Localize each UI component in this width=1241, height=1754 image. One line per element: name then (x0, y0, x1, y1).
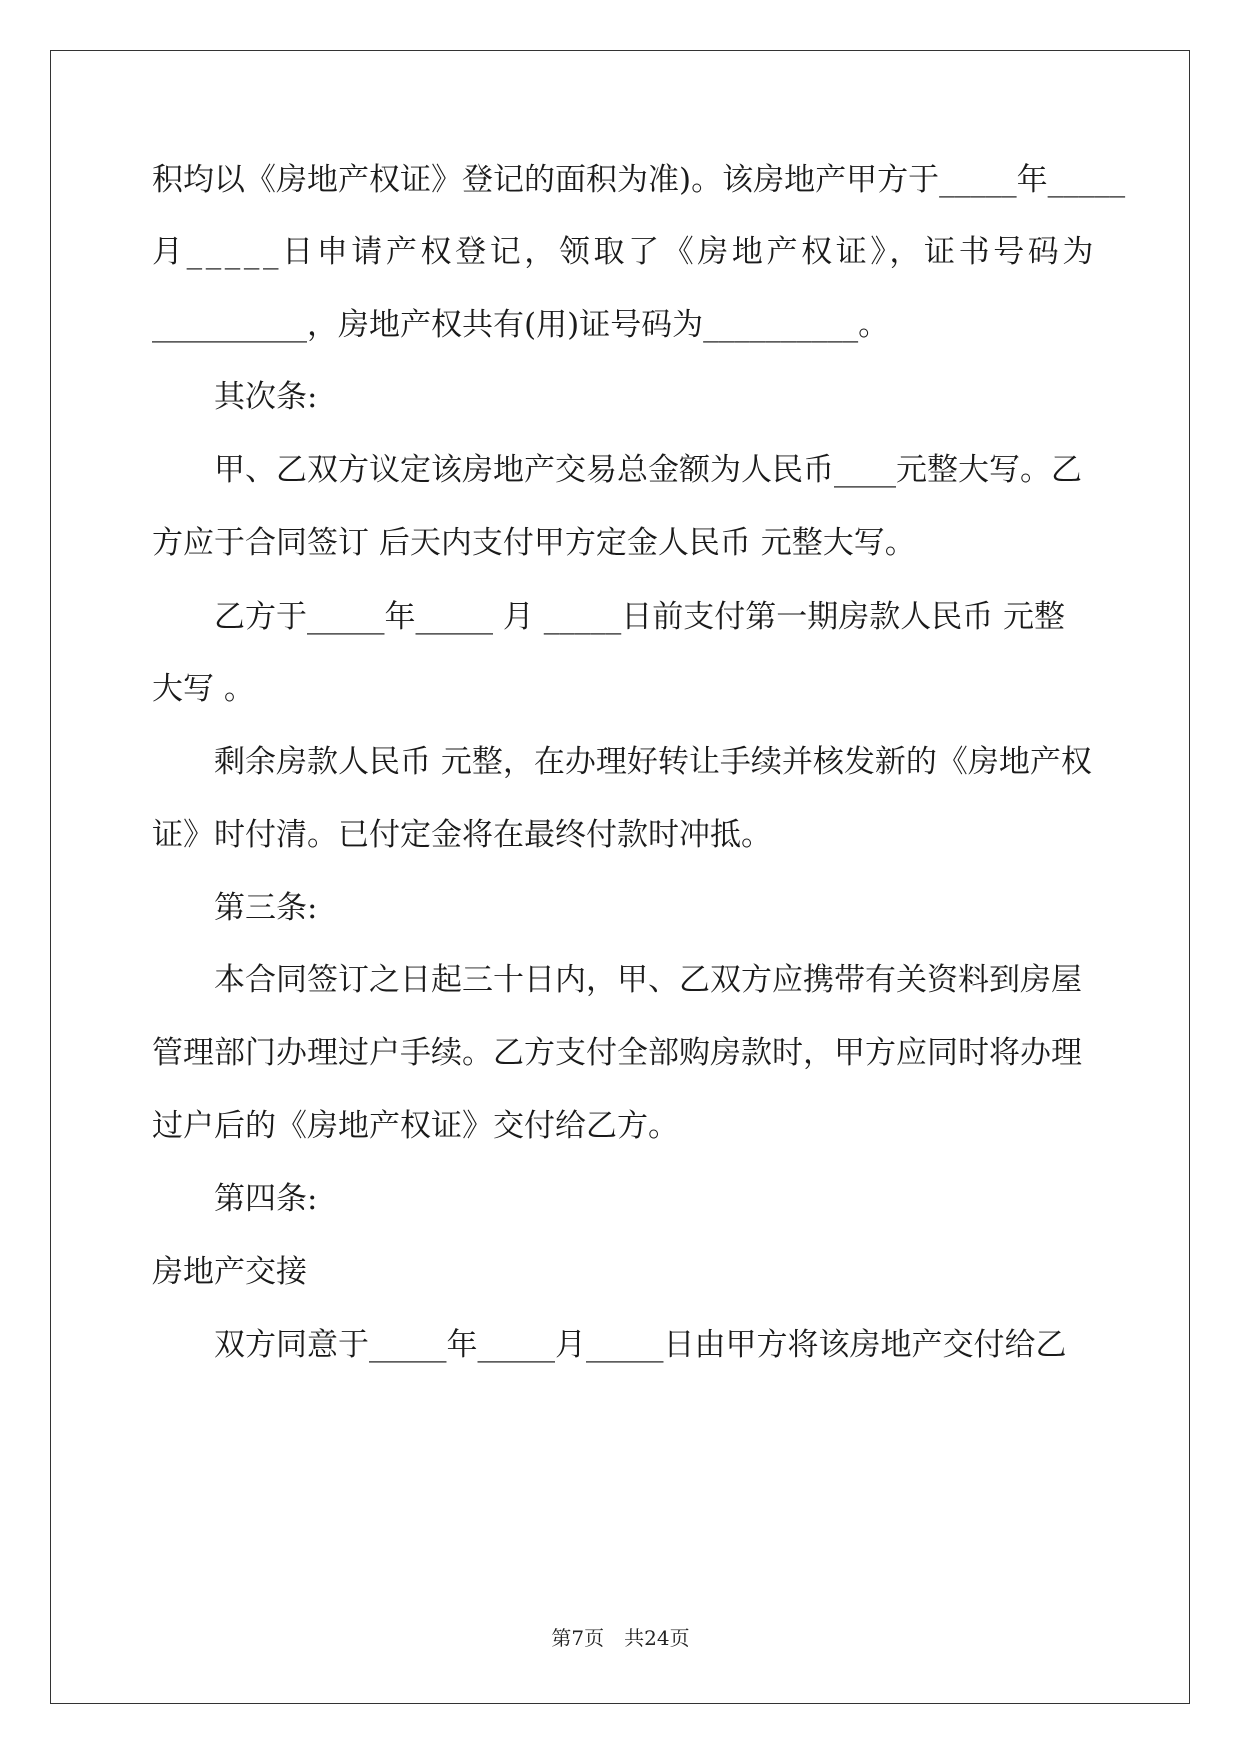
text-line: 月_____日申请产权登记，领取了《房地产权证》，证书号码为 (152, 234, 1097, 270)
text-line: 本合同签订之日起三十日内，甲、乙双方应携带有关资料到房屋 (152, 962, 1082, 998)
page-number: 第7页 共24页 (551, 1626, 690, 1650)
page-border (50, 50, 1190, 1704)
text-line: 方应于合同签订 后天内支付甲方定金人民币 元整大写。 (152, 525, 916, 561)
text-line: 过户后的《房地产权证》交付给乙方。 (152, 1108, 679, 1144)
subheading: 房地产交接 (152, 1254, 307, 1290)
text-line: 大写 。 (152, 671, 255, 707)
text-line: 管理部门办理过户手续。乙方支付全部购房款时，甲方应同时将办理 (152, 1035, 1082, 1071)
text-line: 剩余房款人民币 元整，在办理好转让手续并核发新的《房地产权 (152, 744, 1092, 780)
text-line: 甲、乙双方议定该房地产交易总金额为人民币____元整大写。乙 (152, 452, 1082, 488)
section-heading: 第三条: (152, 890, 318, 926)
text-line: 乙方于_____年_____ 月 _____日前支付第一期房款人民币 元整 (152, 599, 1066, 635)
text-line: 证》时付清。已付定金将在最终付款时冲抵。 (152, 817, 772, 853)
text-line: 积均以《房地产权证》登记的面积为准)。该房地产甲方于_____年_____ (152, 162, 1126, 198)
text-line: __________，房地产权共有(用)证号码为__________。 (152, 307, 890, 343)
section-heading: 第四条: (152, 1181, 318, 1217)
section-heading: 其次条: (152, 379, 318, 415)
text-line: 双方同意于_____年_____月_____日由甲方将该房地产交付给乙 (152, 1327, 1067, 1363)
